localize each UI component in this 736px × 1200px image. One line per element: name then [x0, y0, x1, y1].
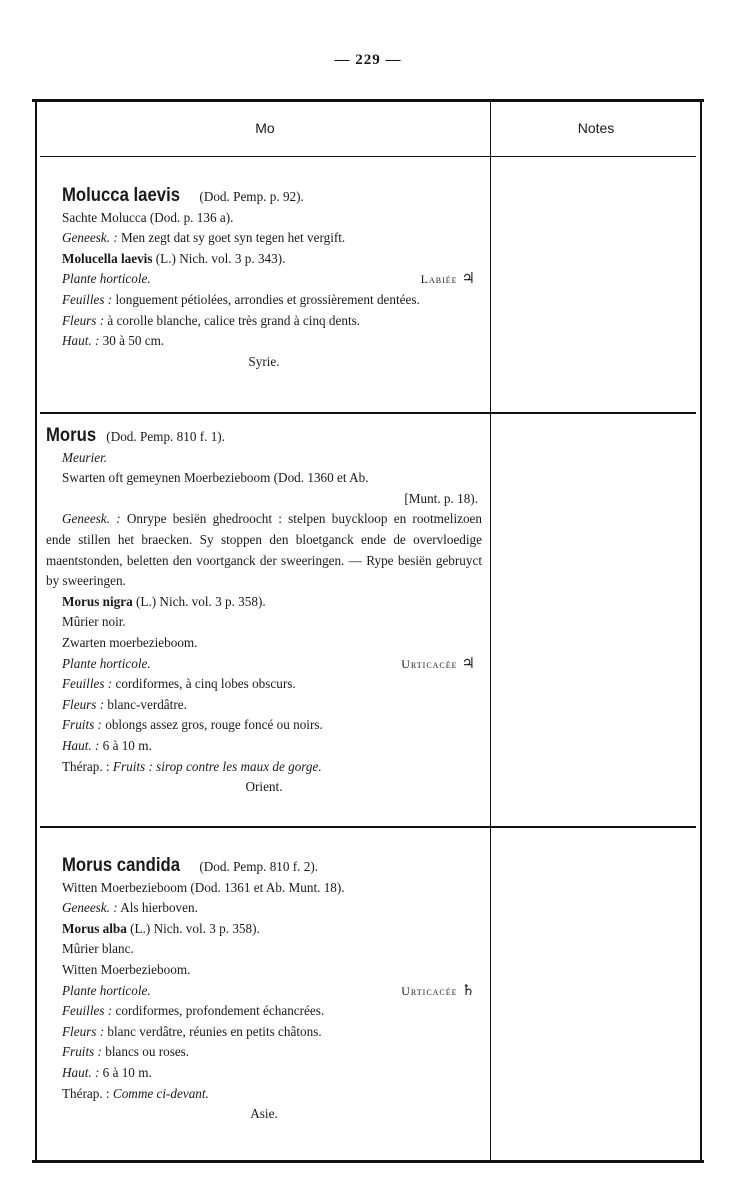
haut-line	[46, 331, 482, 352]
fleurs-line	[46, 311, 482, 332]
geneesk-line	[46, 228, 482, 249]
fleurs-line	[46, 695, 482, 716]
latin-line	[46, 592, 482, 613]
fleurs-label: Fleurs :	[62, 1023, 105, 1039]
haut-label: Haut. :	[62, 737, 100, 753]
plante-text: Plante horticole.	[62, 271, 151, 287]
fleurs-line	[46, 1022, 482, 1043]
feuilles-line	[46, 290, 482, 311]
entry-title-ref: (Dod. Pemp. 810 f. 2).	[199, 859, 319, 874]
dutch-name: Witten Moerbezieboom.	[62, 961, 191, 977]
row-rule-1	[40, 412, 696, 414]
fruits-label: Fruits :	[62, 717, 102, 733]
haut-text: 6 à 10 m.	[102, 737, 152, 753]
geneesk-label: Geneesk. :	[62, 511, 121, 527]
entry-title-ref: (Dod. Pemp. 810 f. 1).	[106, 429, 225, 444]
therap-label: Thérap. :	[62, 1085, 110, 1101]
plante-text: Plante horticole.	[62, 982, 151, 998]
latin-ref: (L.) Nich. vol. 3 p. 343).	[155, 250, 286, 266]
french-name: Mûrier noir.	[62, 614, 126, 630]
latin-line	[46, 919, 482, 940]
origin: Asie.	[250, 1106, 278, 1122]
dutch-name: Zwarten moerbezieboom.	[62, 634, 198, 650]
fleurs-text: blanc verdâtre, réunies en petits châtons.	[107, 1023, 322, 1039]
synonym-line-cont: [Munt. p. 18).	[404, 490, 478, 506]
feuilles-line	[46, 1001, 482, 1022]
perennial-icon: ♃	[461, 655, 476, 672]
entry-morus-candida	[46, 856, 482, 1125]
therap-line	[46, 757, 482, 778]
therap-line	[46, 1084, 482, 1105]
latin-name: Morus alba	[62, 920, 127, 936]
entry-title: Morus	[46, 425, 97, 446]
latin-ref: (L.) Nich. vol. 3 p. 358).	[136, 593, 266, 609]
plante-line	[46, 269, 482, 290]
geneesk-line	[46, 898, 482, 919]
entry-title: Molucca laevis	[62, 185, 181, 206]
table-left-border	[35, 100, 37, 1162]
column-header-notes: Notes	[577, 120, 615, 136]
haut-text: 6 à 10 m.	[102, 1064, 152, 1080]
fleurs-label: Fleurs :	[62, 312, 105, 328]
plante-line	[46, 654, 482, 675]
haut-line	[46, 736, 482, 757]
entry-title-ref: (Dod. Pemp. p. 92).	[199, 189, 304, 204]
family-label: Urticacée ♃	[401, 655, 476, 672]
fleurs-text: blanc-verdâtre.	[107, 696, 187, 712]
feuilles-line	[46, 674, 482, 695]
entry-heading-line	[46, 856, 482, 878]
feuilles-text: cordiformes, à cinq lobes obscurs.	[115, 676, 296, 692]
latin-ref: (L.) Nich. vol. 3 p. 358).	[130, 920, 260, 936]
synonym-line: Witten Moerbezieboom (Dod. 1361 et Ab. Munt. 18).	[62, 879, 345, 895]
geneesk-label: Geneesk. :	[62, 900, 118, 916]
header-rule	[40, 156, 696, 157]
haut-label: Haut. :	[62, 1064, 100, 1080]
fruits-label: Fruits :	[62, 1044, 102, 1060]
therap-text: Fruits : sirop contre les maux de gorge.	[112, 758, 322, 774]
fruits-line	[46, 1042, 482, 1063]
plante-line	[46, 981, 482, 1002]
geneesk-text: Men zegt dat sy goet syn tegen het vergift.	[120, 230, 346, 246]
table-bottom-border	[32, 1160, 704, 1163]
geneesk-text: Als hierboven.	[120, 900, 198, 916]
entry-molucca	[46, 186, 482, 372]
perennial-icon: ♃	[461, 271, 476, 288]
row-rule-2	[40, 826, 696, 828]
origin: Orient.	[245, 779, 283, 795]
latin-line	[46, 249, 482, 270]
french-name: Mûrier blanc.	[62, 941, 134, 957]
feuilles-label: Feuilles :	[62, 291, 113, 307]
latin-name: Molucella laevis	[62, 250, 153, 266]
feuilles-text: longuement pétiolées, arrondies et grossièrement dentées.	[115, 291, 420, 307]
table-top-border	[32, 99, 704, 102]
origin: Syrie.	[248, 353, 280, 369]
haut-text: 30 à 50 cm.	[102, 333, 165, 349]
geneesk-text: Onrype besiën ghedroocht : stelpen buyckloop en rootmelizoen ende stillen het braecken. Sy stoppen den bloetganck ende de overvloedige maentstonden, beletten den voortganck der sweeringen. — Rype besiën gebruyct by sweeringen.	[46, 511, 483, 589]
therap-text: Comme ci-devant.	[112, 1085, 209, 1101]
entry-heading-line	[46, 426, 482, 448]
plante-text: Plante horticole.	[62, 655, 151, 671]
synonym-line: Swarten oft gemeynen Moerbezieboom (Dod. 1360 et Ab.	[62, 470, 369, 486]
feuilles-text: cordiformes, profondement échancrées.	[115, 1003, 325, 1019]
column-divider	[490, 102, 491, 1162]
entry-heading-line	[46, 186, 482, 208]
fruits-line	[46, 715, 482, 736]
fleurs-text: à corolle blanche, calice très grand à cinq dents.	[107, 312, 361, 328]
shrub-icon: ♄	[461, 982, 476, 999]
entry-morus	[46, 426, 482, 798]
geneesk-line	[46, 509, 482, 591]
therap-label: Thérap. :	[62, 758, 110, 774]
common-name: Meurier.	[62, 449, 108, 465]
feuilles-label: Feuilles :	[62, 1003, 113, 1019]
haut-label: Haut. :	[62, 333, 100, 349]
synonym-line: Sachte Molucca (Dod. p. 136 a).	[62, 209, 234, 225]
family-label: Urticacée ♄	[401, 982, 476, 999]
haut-line	[46, 1063, 482, 1084]
entry-title: Morus candida	[62, 855, 180, 876]
column-header-main: Mo	[255, 120, 275, 136]
family-label: Labiée ♃	[420, 271, 476, 288]
table-right-border	[700, 100, 702, 1162]
fruits-text: oblongs assez gros, rouge foncé ou noirs.	[105, 717, 323, 733]
fleurs-label: Fleurs :	[62, 696, 105, 712]
fruits-text: blancs ou roses.	[105, 1044, 190, 1060]
latin-name: Morus nigra	[62, 593, 133, 609]
feuilles-label: Feuilles :	[62, 676, 113, 692]
page-number: — 229 —	[334, 52, 402, 68]
geneesk-label: Geneesk. :	[62, 230, 118, 246]
